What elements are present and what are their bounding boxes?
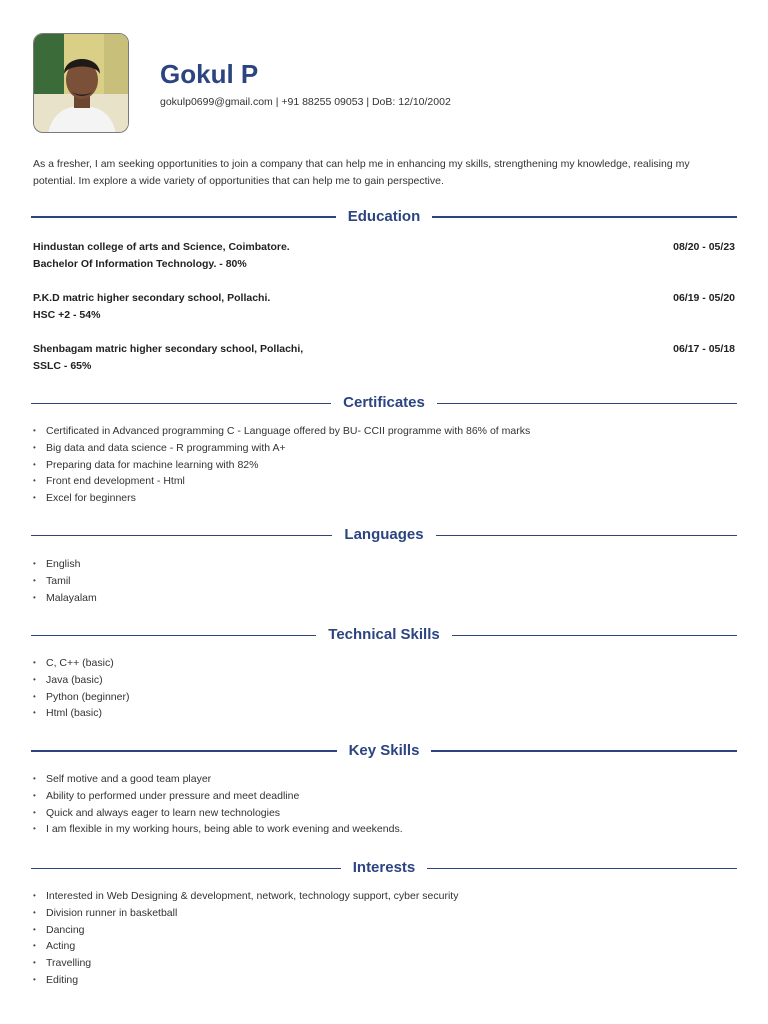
education-dates: 06/17 - 05/18 <box>673 343 735 355</box>
section-title-languages: Languages <box>344 526 424 543</box>
profile-photo-image <box>34 34 129 133</box>
languages-list <box>33 556 735 606</box>
contact-info: gokulp0699@gmail.com | +91 88255 09053 | DoB: 12/10/2002 <box>160 96 451 108</box>
list-item: • C, C++ (basic) <box>33 655 735 672</box>
heading-rule-left <box>31 535 332 536</box>
education-detail: HSC +2 - 54% <box>33 309 101 321</box>
heading-rule-left <box>31 216 336 218</box>
list-item: • Travelling <box>33 955 735 972</box>
list-item: • Division runner in basketball <box>33 905 735 922</box>
list-item: • English <box>33 556 735 573</box>
heading-rule-right <box>452 635 737 636</box>
list-item: • Self motive and a good team player <box>33 771 735 788</box>
heading-rule-right <box>431 750 737 752</box>
section-title-technical-skills: Technical Skills <box>328 626 440 643</box>
section-heading-languages <box>31 524 737 546</box>
section-title-education: Education <box>347 208 421 225</box>
interests-list <box>33 888 735 989</box>
list-item: • Excel for beginners <box>33 490 735 507</box>
education-institution: P.K.D matric higher secondary school, Pollachi. <box>33 292 271 304</box>
heading-rule-right <box>432 216 737 218</box>
list-item: • Html (basic) <box>33 705 735 722</box>
list-item: • I am flexible in my working hours, being able to work evening and weekends. <box>33 821 735 838</box>
profile-photo <box>33 33 129 133</box>
list-item: • Python (beginner) <box>33 689 735 706</box>
section-heading-education <box>31 206 737 228</box>
list-item: • Tamil <box>33 573 735 590</box>
section-heading-key-skills <box>31 740 737 762</box>
list-item: • Certificated in Advanced programming C - Language offered by BU- CCII programme with 86% of marks <box>33 423 735 440</box>
list-item: • Acting <box>33 938 735 955</box>
list-item: • Dancing <box>33 922 735 939</box>
list-item: • Java (basic) <box>33 672 735 689</box>
list-item: • Ability to performed under pressure and meet deadline <box>33 788 735 805</box>
key-skills-list <box>33 771 735 838</box>
list-item: • Malayalam <box>33 590 735 607</box>
section-heading-certificates <box>31 392 737 414</box>
heading-rule-left <box>31 403 331 404</box>
list-item: • Front end development - Html <box>33 473 735 490</box>
list-item: • Editing <box>33 972 735 989</box>
education-detail: Bachelor Of Information Technology. - 80% <box>33 258 247 270</box>
certificates-list <box>33 423 735 507</box>
heading-rule-left <box>31 868 341 869</box>
education-entry <box>33 290 735 324</box>
technical-skills-list <box>33 655 735 722</box>
heading-rule-left <box>31 635 316 636</box>
list-item: • Big data and data science - R programming with A+ <box>33 440 735 457</box>
education-institution: Shenbagam matric higher secondary school, Pollachi, <box>33 343 304 355</box>
heading-rule-right <box>437 403 737 404</box>
list-item: • Quick and always eager to learn new technologies <box>33 805 735 822</box>
education-dates: 08/20 - 05/23 <box>673 241 735 253</box>
heading-rule-right <box>427 868 737 869</box>
list-item: • Interested in Web Designing & development, network, technology support, cyber security <box>33 888 735 905</box>
education-dates: 06/19 - 05/20 <box>673 292 735 304</box>
candidate-name: Gokul P <box>160 59 259 89</box>
profile-summary: As a fresher, I am seeking opportunities to join a company that can help me in enhancing my skills, strengthening my knowledge, realising my potential. Im explore a wide variety of opportunities that can help me to gain perspective. <box>33 158 690 187</box>
section-heading-technical-skills <box>31 624 737 646</box>
section-heading-interests <box>31 857 737 879</box>
heading-rule-right <box>436 535 737 536</box>
list-item: • Preparing data for machine learning with 82% <box>33 457 735 474</box>
section-title-key-skills: Key Skills <box>348 742 420 759</box>
education-detail: SSLC - 65% <box>33 360 92 372</box>
section-title-interests: Interests <box>352 859 416 876</box>
education-institution: Hindustan college of arts and Science, Coimbatore. <box>33 241 290 253</box>
heading-rule-left <box>31 750 337 752</box>
section-title-certificates: Certificates <box>343 394 425 411</box>
education-entry <box>33 341 735 375</box>
education-entry <box>33 239 735 273</box>
